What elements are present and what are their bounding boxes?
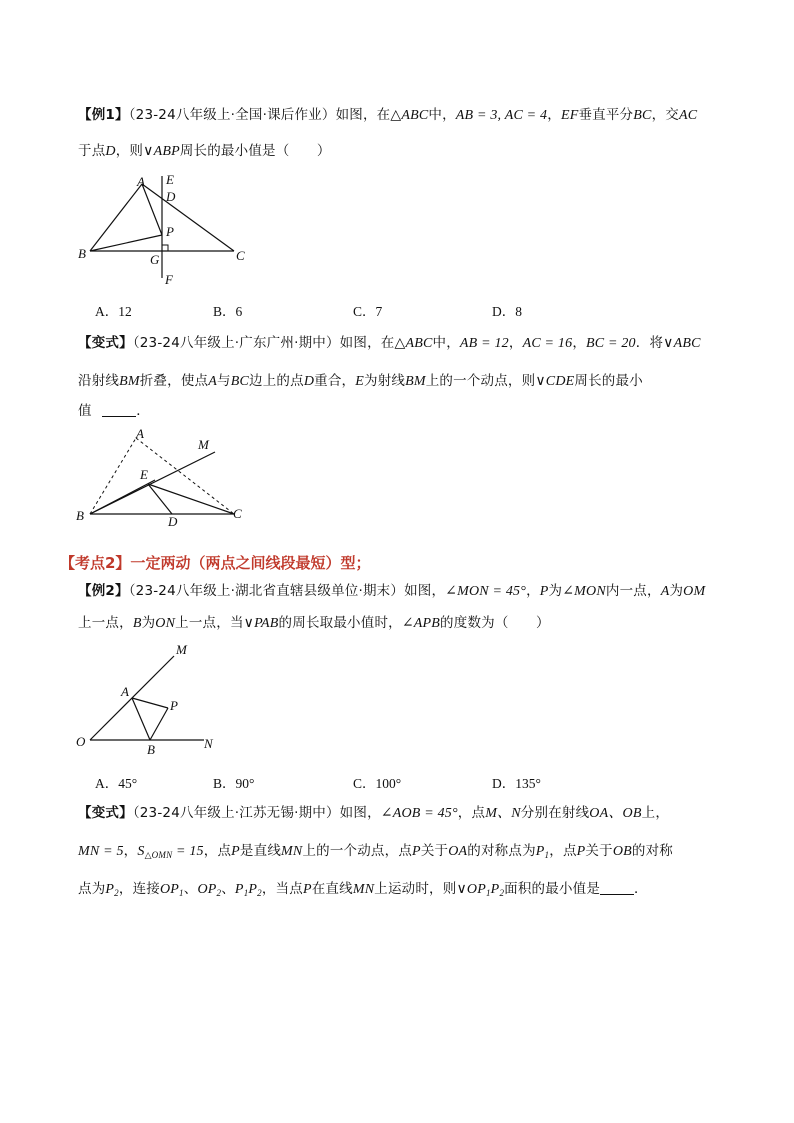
ex1-line2 xyxy=(78,142,331,161)
text: 周长的最小 xyxy=(574,373,643,389)
math: EF xyxy=(560,108,579,123)
text: ． xyxy=(634,881,648,897)
text: 面积的最小值是 xyxy=(504,881,601,897)
var1-line3 xyxy=(78,402,150,420)
label-n: N xyxy=(204,736,213,751)
math: 1 xyxy=(179,888,184,898)
text: ．将 xyxy=(635,335,664,351)
math: P xyxy=(302,882,312,897)
text: ，当点 xyxy=(261,881,303,897)
math: BM xyxy=(405,374,426,389)
math: S xyxy=(137,844,145,859)
math: A xyxy=(208,374,217,389)
label-b: B xyxy=(76,508,84,523)
math: ∠MON = 45° xyxy=(445,584,527,599)
var2-line3 xyxy=(78,880,648,902)
ex1-figure xyxy=(70,168,270,290)
text: 点为 xyxy=(78,881,106,897)
text: ，点 xyxy=(457,805,486,821)
text: ， xyxy=(123,843,138,859)
math: AC = 16 xyxy=(522,336,573,351)
text: 上的一个动点，则 xyxy=(425,373,536,389)
math: P xyxy=(231,844,240,859)
text: 垂直平分 xyxy=(578,107,634,123)
var2-tag: 【变式】 xyxy=(78,805,133,821)
text: 为 xyxy=(141,615,156,631)
ex2-option-c: C．100° xyxy=(353,776,402,791)
var1-source: （23-24八年级上·广东广州·期中）如图，在 xyxy=(132,335,395,351)
math: OM xyxy=(683,584,706,599)
text: ． xyxy=(136,403,150,419)
label-b: B xyxy=(147,742,155,757)
math: P xyxy=(576,844,586,859)
segment-ab xyxy=(132,698,150,740)
math: P xyxy=(248,882,258,897)
text: 、 xyxy=(221,881,235,897)
text: ， xyxy=(508,335,523,351)
math: ∠MON xyxy=(562,584,606,599)
text: ， xyxy=(572,335,587,351)
ex2-line2 xyxy=(78,614,550,633)
math: MN xyxy=(352,882,375,897)
text: 的度数为（ ） xyxy=(440,615,550,631)
label-d: D xyxy=(166,189,176,204)
math: D xyxy=(303,374,315,389)
ex1-option-c: C．7 xyxy=(353,304,383,319)
text: 为射线 xyxy=(364,373,406,389)
math: 2 xyxy=(499,888,505,898)
text: 上， xyxy=(641,805,670,821)
text: 分别在射线 xyxy=(520,805,590,821)
text: 上运动时，则 xyxy=(374,881,457,897)
var1-tag: 【变式】 xyxy=(78,335,133,351)
math: 1 xyxy=(485,888,491,898)
label-m: M xyxy=(176,642,187,657)
answer-blank[interactable] xyxy=(600,894,634,895)
label-f: F xyxy=(165,272,173,287)
math: 1 xyxy=(544,850,550,860)
text: ，交 xyxy=(651,107,679,123)
label-o: O xyxy=(76,734,86,749)
text: ， xyxy=(526,583,540,599)
math: ∨PAB xyxy=(243,616,279,631)
math: MN = 5 xyxy=(78,844,124,859)
math: OB xyxy=(612,844,632,859)
answer-blank[interactable] xyxy=(102,416,136,417)
text: ，连接 xyxy=(118,881,160,897)
text: 在直线 xyxy=(311,881,353,897)
text: 折叠，使点 xyxy=(139,373,209,389)
text: 沿射线 xyxy=(78,373,120,389)
label-a: A xyxy=(137,174,145,189)
var2-source: （23-24八年级上·江苏无锡·期中）如图， xyxy=(132,805,381,821)
ex2-option-a: A．45° xyxy=(95,776,138,791)
math: B xyxy=(132,616,142,631)
math: P xyxy=(490,882,500,897)
math: ∠APB xyxy=(401,616,441,631)
math: A xyxy=(660,584,670,599)
var1-line2 xyxy=(78,372,643,391)
text: 周长的最小值是（ ） xyxy=(179,143,331,159)
segment-ap xyxy=(132,698,168,708)
ex1-option-a: A．12 xyxy=(95,304,132,319)
label-p: P xyxy=(170,698,178,713)
text: 上一点，当 xyxy=(175,615,244,631)
math: P xyxy=(105,882,115,897)
dashed-ac xyxy=(136,438,234,514)
text: 为 xyxy=(669,583,684,599)
label-b: B xyxy=(78,246,86,261)
label-e: E xyxy=(166,172,174,187)
text: 的对称点为 xyxy=(467,843,536,859)
text: 重合， xyxy=(314,373,356,389)
ex1-tag: 【例1】 xyxy=(78,107,129,123)
right-angle-mark xyxy=(162,245,168,251)
var2-line1 xyxy=(78,804,669,823)
text: 于点 xyxy=(78,143,106,159)
math: P xyxy=(412,844,421,859)
math: E xyxy=(355,374,364,389)
ex1-condition: AB = 3, AC = 4 xyxy=(455,108,548,123)
text: 与 xyxy=(217,373,231,389)
text: 值 xyxy=(78,403,92,419)
ex1-triangle: △ABC xyxy=(390,108,429,123)
text: 中， xyxy=(432,335,460,351)
text: ，点 xyxy=(203,843,232,859)
math: ON xyxy=(155,616,176,631)
segment-ec xyxy=(148,484,234,514)
label-e: E xyxy=(140,467,148,482)
text: 、 xyxy=(183,881,198,897)
label-a: A xyxy=(136,426,144,441)
ex1-option-d: D．8 xyxy=(492,304,522,319)
text: ，点 xyxy=(549,843,577,859)
text: 关于 xyxy=(585,843,613,859)
math: △ABC xyxy=(394,336,433,351)
label-p: P xyxy=(166,224,174,239)
label-c: C xyxy=(233,506,242,521)
math: = 15 xyxy=(172,844,204,859)
math: M、N xyxy=(485,806,521,821)
math: ∠AOB = 45° xyxy=(380,806,458,821)
ex2-option-d: D．135° xyxy=(492,776,541,791)
math: ∨ABC xyxy=(663,336,701,351)
ex2-figure xyxy=(70,638,230,758)
text: 的周长取最小值时， xyxy=(278,615,402,631)
ex2-tag: 【例2】 xyxy=(78,583,129,599)
math: D xyxy=(105,144,116,159)
math: △OMN xyxy=(144,850,173,860)
math: ∨CDE xyxy=(535,374,575,389)
text: 的对称 xyxy=(631,843,673,859)
section-heading: 【考点2】一定两动（两点之间线段最短）型； xyxy=(60,554,371,572)
ex2-source: （23-24八年级上·湖北省直辖县级单位·期末）如图， xyxy=(128,583,446,599)
label-a: A xyxy=(121,684,129,699)
math: P xyxy=(234,882,244,897)
ex1-source: （23-24八年级上·全国·课后作业）如图，在 xyxy=(128,107,391,123)
var1-line1 xyxy=(78,334,701,353)
text: ， xyxy=(547,107,561,123)
math: ∨ABP xyxy=(143,144,180,159)
var2-line2 xyxy=(78,842,673,864)
label-c: C xyxy=(236,248,245,263)
segment-pb xyxy=(150,708,168,740)
math: P xyxy=(539,584,549,599)
math: 2 xyxy=(257,888,262,898)
math: ∨OP xyxy=(456,882,486,897)
text: 内一点， xyxy=(605,583,661,599)
segment-ac xyxy=(142,184,234,251)
label-d: D xyxy=(168,514,178,529)
math: BC xyxy=(633,108,652,123)
text: 是直线 xyxy=(239,843,282,859)
text: 上一点， xyxy=(78,615,133,631)
math: 2 xyxy=(114,888,119,898)
math: OP xyxy=(159,882,180,897)
ex1-line1 xyxy=(78,106,697,125)
math: BM xyxy=(119,374,140,389)
label-g: G xyxy=(150,252,160,267)
text: 关于 xyxy=(420,843,449,859)
text: 边上的点 xyxy=(249,373,304,389)
math: P xyxy=(535,844,545,859)
ex2-option-b: B．90° xyxy=(213,776,255,791)
text: 上的一个动点，点 xyxy=(302,843,413,859)
math: AB = 12 xyxy=(459,336,509,351)
text: ，则 xyxy=(115,143,144,159)
math: BC = 20 xyxy=(586,336,636,351)
math: BC xyxy=(230,374,249,389)
math: OA xyxy=(448,844,468,859)
ex1-option-b: B．6 xyxy=(213,304,243,319)
math: OP xyxy=(197,882,217,897)
math: MN xyxy=(281,844,303,859)
math: 2 xyxy=(216,888,222,898)
math: OA、OB xyxy=(589,806,642,821)
text: 中， xyxy=(428,107,456,123)
ex2-line1 xyxy=(78,582,705,601)
var1-figure xyxy=(70,422,260,532)
math: 1 xyxy=(243,888,249,898)
label-m: M xyxy=(198,437,209,452)
text: 为 xyxy=(548,583,563,599)
math: AC xyxy=(678,108,698,123)
